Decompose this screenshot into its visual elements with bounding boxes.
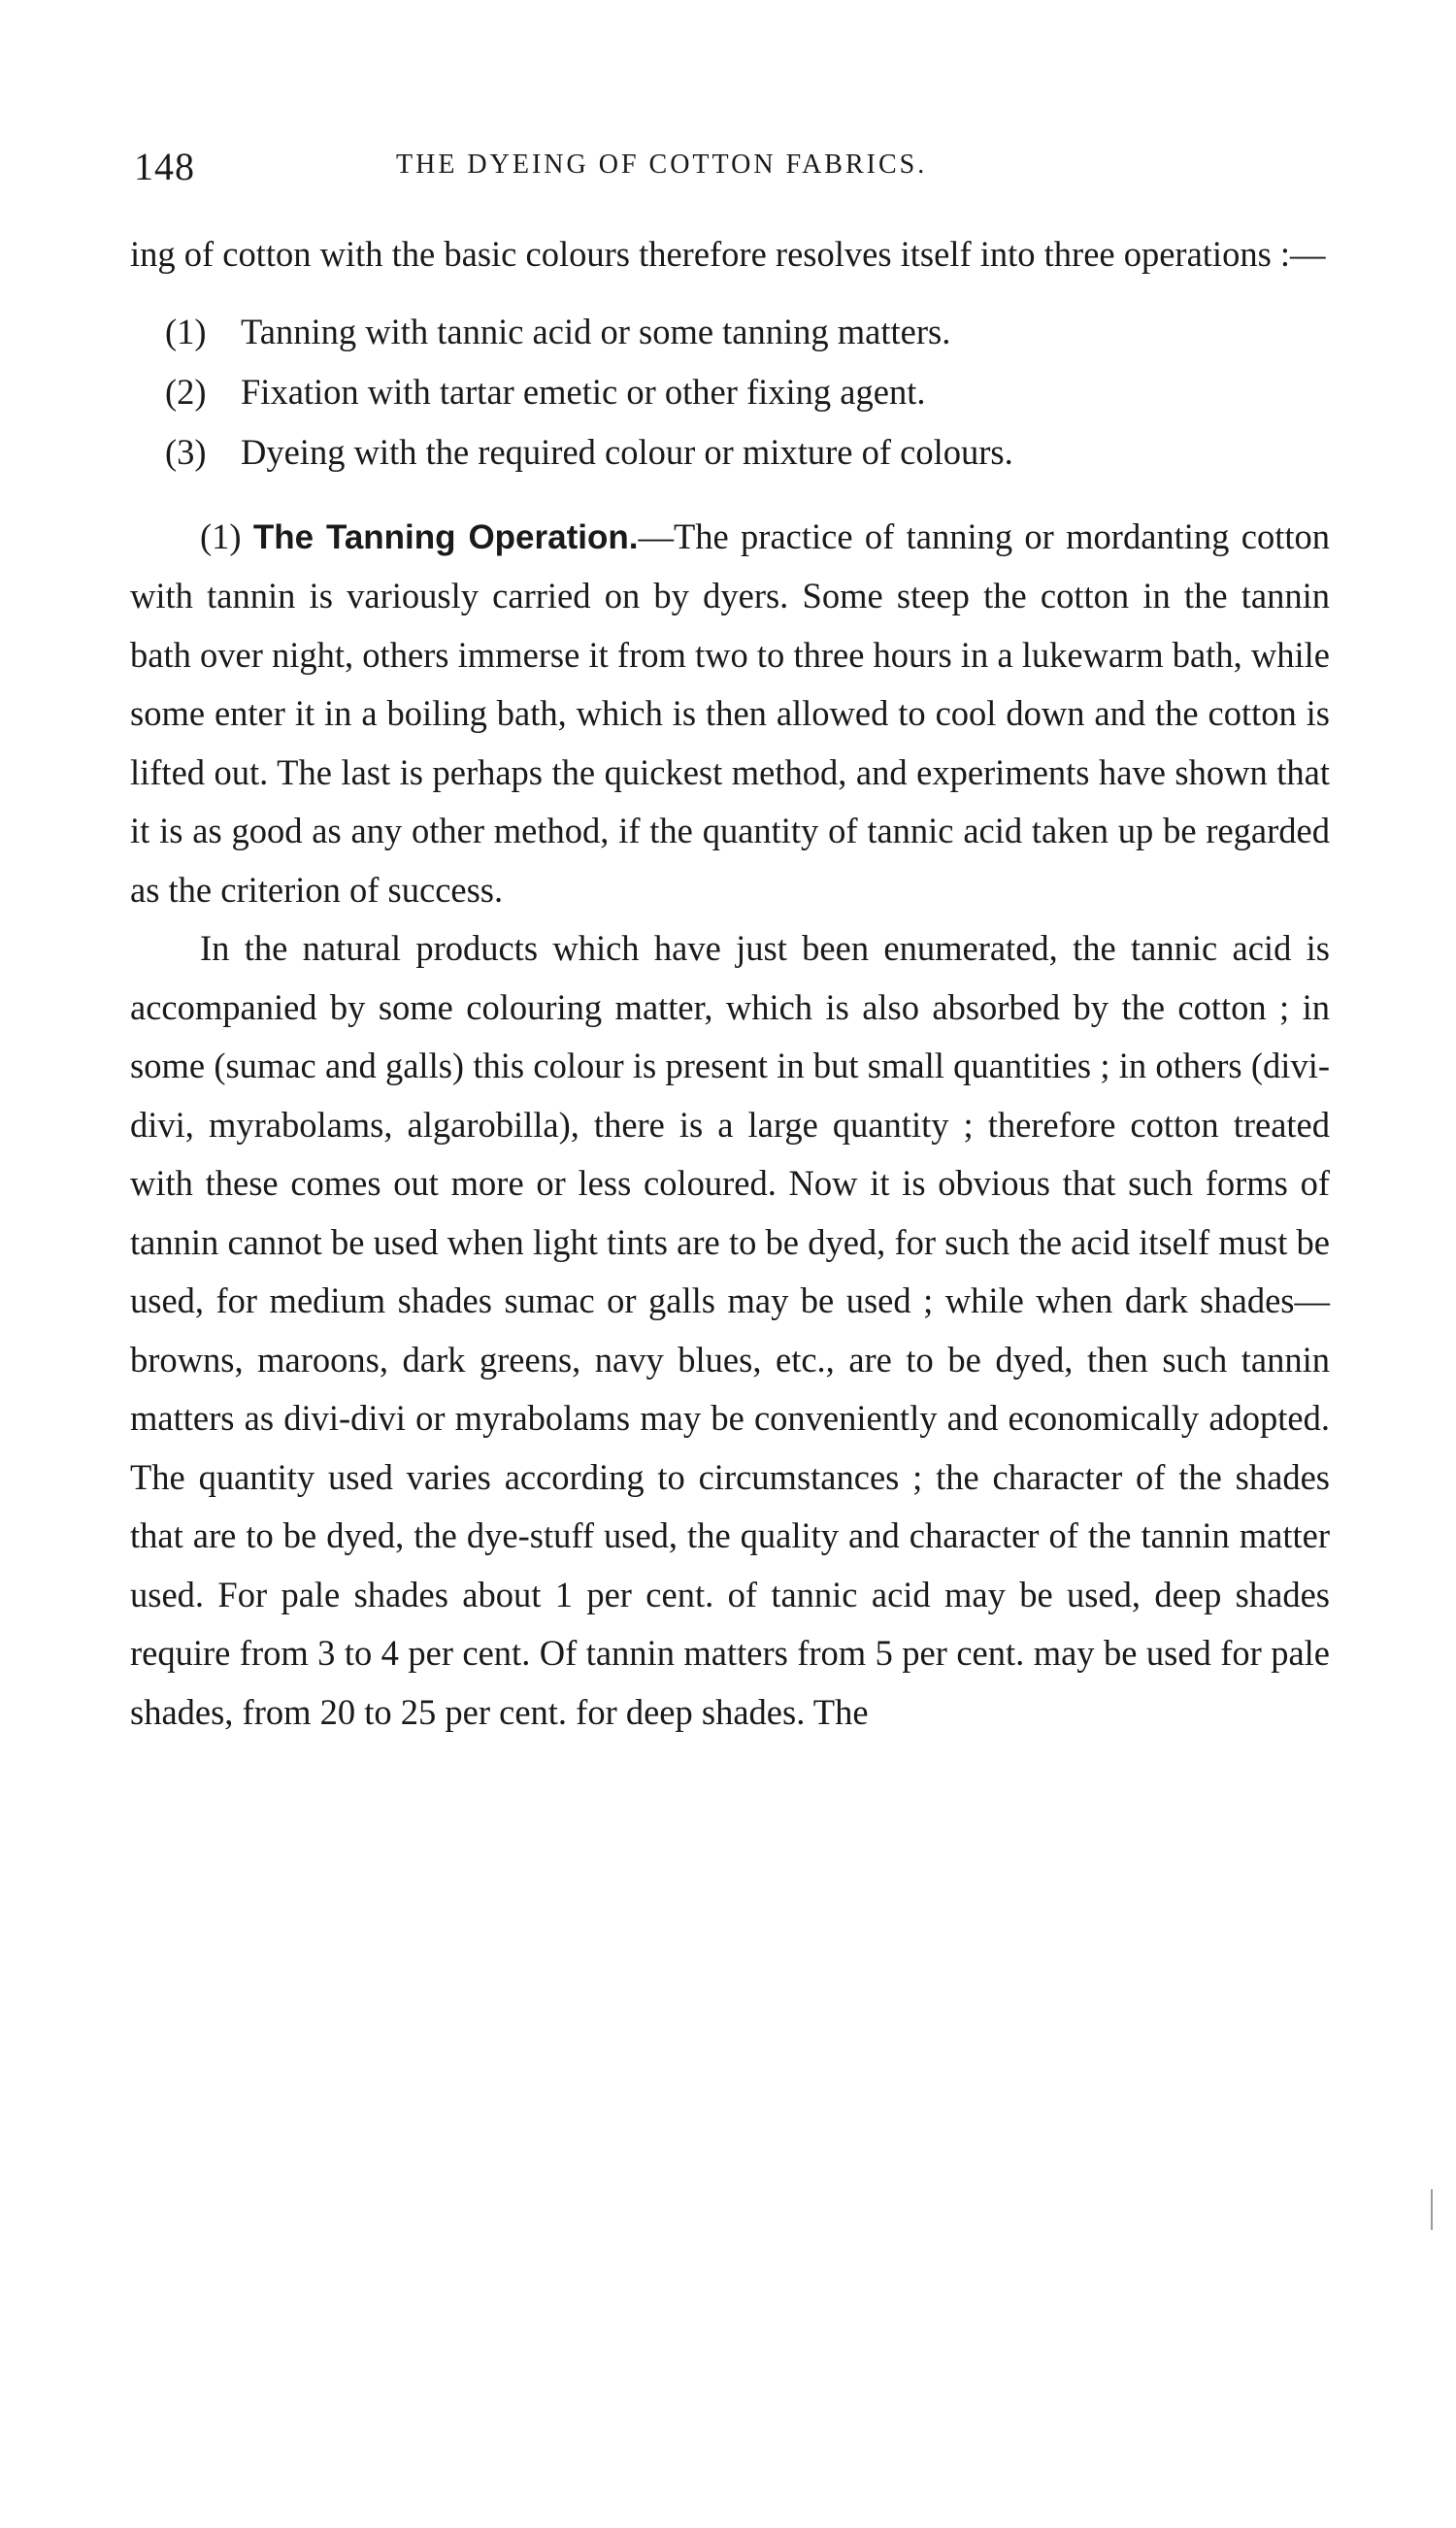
section-text: —The practice of tanning or mordanting cotton with tannin is variously carried on by dyers. Some steep the cotton in the tannin bath over night, others immerse it from two to three hours in a lukewarm bath, while some enter it in a boiling bath, which is then allowed to cool down and the cotton is lifted out. The last is perhaps the quickest method, and experiments have shown that it is as good as any other method, if the quantity of tannic acid taken up be regarded as the criterion of success. xyxy=(130,516,1330,910)
operation-item xyxy=(165,362,1330,422)
intro-paragraph: ing of cotton with the basic colours therefore resolves itself into three operations :— xyxy=(130,234,1326,274)
natural-products-paragraph: In the natural products which have just been enumerated, the tannic acid is accompanied by some colouring matter, which is also absorbed by the cotton ; in some (sumac and galls) this colour is present in but small quantities ; in others (divi-divi, myrabolams, algarobilla), there is a large quantity ; therefore cotton treated with these comes out more or less coloured. Now it is obvious that such forms of tannin cannot be used when light tints are to be dyed, for such the acid itself must be used, for medium shades sumac or galls may be used ; while when dark shades—browns, maroons, dark greens, navy blues, etc., are to be dyed, then such tannin matters as divi-divi or myrabolams may be conveniently and economically adopted. The quantity used varies according to circumstances ; the character of the shades that are to be dyed, the dye-stuff used, the quality and character of the tannin matter used. For pale shades about 1 per cent. of tannic acid may be used, deep shades require from 3 to 4 per cent. Of tannin matters from 5 per cent. may be used for pale shades, from 20 to 25 per cent. for deep shades. The xyxy=(130,928,1330,1732)
page-number: 148 xyxy=(134,145,195,188)
operation-number: (2) xyxy=(165,371,207,412)
operation-item xyxy=(165,422,1330,482)
body-text xyxy=(130,225,1330,1742)
margin-mark xyxy=(1431,2189,1433,2230)
tanning-operation-paragraph xyxy=(130,508,1330,920)
running-head xyxy=(134,144,1330,188)
section-number: (1) xyxy=(200,516,242,556)
operations-list xyxy=(130,302,1330,482)
operation-text: Tanning with tannic acid or some tanning matters. xyxy=(241,311,951,351)
operation-number: (3) xyxy=(165,431,207,472)
section-heading: The Tanning Operation. xyxy=(252,517,639,556)
operation-text: Dyeing with the required colour or mixture of colours. xyxy=(241,431,1013,472)
operation-item xyxy=(165,302,1330,362)
operation-number: (1) xyxy=(165,311,207,351)
operation-text: Fixation with tartar emetic or other fixing agent. xyxy=(241,371,926,412)
running-title: THE DYEING OF COTTON FABRICS. xyxy=(396,150,928,180)
